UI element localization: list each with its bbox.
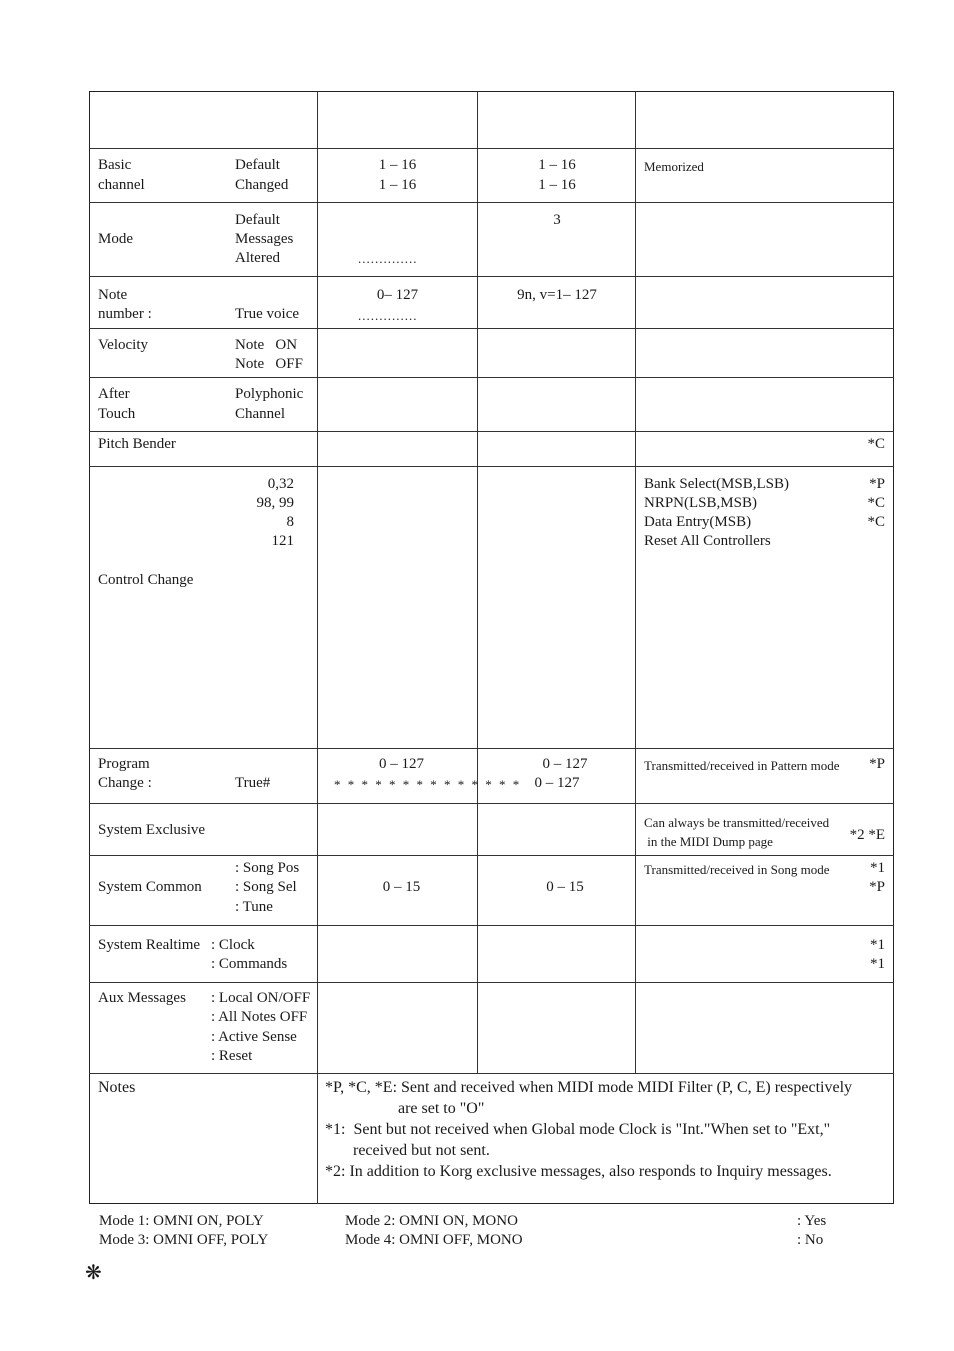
row-divider [89,925,894,926]
column-divider [635,91,636,1074]
program-code: *P [869,756,885,772]
note-true-voice: True voice [235,306,300,322]
row-divider [89,803,894,804]
midi-implementation-table [89,91,894,1204]
realtime-clock: : Clock [211,937,255,953]
common-remark: Transmitted/received in Song mode [644,862,830,877]
cc-number-1: 0,32 [267,476,294,492]
common-code-2: *P [869,879,885,895]
pitch-bender-code: *C [867,436,885,452]
mode-tx-dots: .............. [358,251,418,266]
aftertouch-polyphonic: Polyphonic [235,386,304,402]
row-divider [89,148,894,149]
cc-code-1: *P [869,476,885,492]
basic-rx-default: 1 – 16 [538,157,576,173]
row-divider [89,466,894,467]
row-divider [89,431,894,432]
control-change-label: Control Change [98,572,194,588]
basic-changed: Changed [235,177,289,193]
footer-yes: : Yes [797,1213,827,1229]
program-true-number: True# [235,775,271,791]
cc-code-3: *C [867,514,885,530]
aftertouch-channel: Channel [235,406,285,422]
notes-line-5: *2: In addition to Korg exclusive messages, also responds to Inquiry messages. [325,1163,832,1180]
mode-messages: Messages [235,231,294,247]
change-label: Change : [98,775,152,791]
program-rx-range: 0 – 127 [542,756,588,772]
program-tx-range: 0 – 127 [379,756,424,772]
cc-remark-4: Reset All Controllers [644,533,771,549]
cc-number-2: 98, 99 [256,495,294,511]
system-common-label: System Common [98,879,202,895]
note-rx-range: 9n, v=1– 127 [517,287,597,303]
aux-reset: : Reset [211,1048,253,1064]
note-tx-dots: .............. [358,308,418,323]
basic-remark: Memorized [644,159,704,174]
aux-messages-label: Aux Messages [98,990,186,1006]
aux-all-notes-off: : All Notes OFF [211,1009,308,1025]
notes-line-1: *P, *C, *E: Sent and received when MIDI mode MIDI Filter (P, C, E) respectively [325,1079,853,1096]
common-song-pos: : Song Pos [235,860,300,876]
sysex-remark-1: Can always be transmitted/received [644,815,830,830]
mode-altered: Altered [235,250,280,266]
footer-mode-1: Mode 1: OMNI ON, POLY [99,1213,264,1229]
notes-line-3: *1: Sent but not received when Global mode Clock is "Int."When set to "Ext," [325,1121,831,1138]
after-label: After [98,386,130,402]
basic-tx-default: 1 – 16 [378,157,417,173]
footer-mode-4: Mode 4: OMNI OFF, MONO [345,1232,523,1248]
basic-rx-changed: 1 – 16 [538,177,576,193]
pitch-bender-label: Pitch Bender [98,436,176,452]
mode-default: Default [235,212,280,228]
footer-no: : No [797,1232,824,1248]
channel-label: channel [98,177,145,193]
aux-active-sense: : Active Sense [211,1029,297,1045]
cc-remark-3: Data Entry(MSB) [644,514,752,530]
program-remark: Transmitted/received in Pattern mode [644,758,840,773]
note-label: Note [98,287,128,303]
common-song-sel: : Song Sel [235,879,297,895]
velocity-note-off: Note OFF [235,356,303,372]
row-divider [89,982,894,983]
common-code-1: *1 [870,860,885,876]
velocity-note-on: Note ON [235,337,298,353]
note-tx-range: 0– 127 [376,287,419,303]
row-divider [89,855,894,856]
system-realtime-label: System Realtime [98,937,201,953]
notes-line-2: are set to "O" [398,1100,485,1117]
column-divider [477,91,478,1074]
basic-label: Basic [98,157,132,173]
aux-local: : Local ON/OFF [211,990,311,1006]
program-label: Program [98,756,150,772]
mode-rx-default: 3 [553,212,561,228]
cc-code-2: *C [867,495,885,511]
cc-remark-1: Bank Select(MSB,LSB) [644,476,789,492]
footer-mode-2: Mode 2: OMNI ON, MONO [345,1213,518,1229]
sysex-remark-2: in the MIDI Dump page [644,834,773,849]
row-divider [89,276,894,277]
row-divider [89,328,894,329]
cc-remark-2: NRPN(LSB,MSB) [644,495,757,511]
row-divider [89,377,894,378]
realtime-code-2: *1 [870,956,885,972]
common-rx-range: 0 – 15 [546,879,584,895]
cc-number-4: 121 [271,533,294,549]
velocity-label: Velocity [98,337,148,353]
basic-tx-changed: 1 – 16 [378,177,417,193]
realtime-code-1: *1 [870,937,885,953]
program-rx-true: 0 – 127 [534,775,580,791]
basic-default: Default [235,157,280,173]
row-divider [89,202,894,203]
common-tx-range: 0 – 15 [382,879,421,895]
notes-label: Notes [98,1079,136,1096]
footer-mode-3: Mode 3: OMNI OFF, POLY [99,1232,269,1248]
touch-label: Touch [98,406,136,422]
cc-number-3: 8 [286,514,294,530]
column-divider [317,91,318,1204]
program-tx-stars: * * * * * * * * * * * * * * [334,777,522,792]
notes-line-4: received but not sent. [353,1142,490,1159]
mode-label: Mode [98,231,133,247]
asterisk-icon: ❋ [85,1262,102,1284]
note-number-label: number : [98,306,152,322]
realtime-commands: : Commands [211,956,288,972]
sysex-code: *2 *E [849,827,885,843]
row-divider [89,748,894,749]
row-divider [89,1073,894,1074]
system-exclusive-label: System Exclusive [98,822,206,838]
common-tune: : Tune [235,899,273,915]
